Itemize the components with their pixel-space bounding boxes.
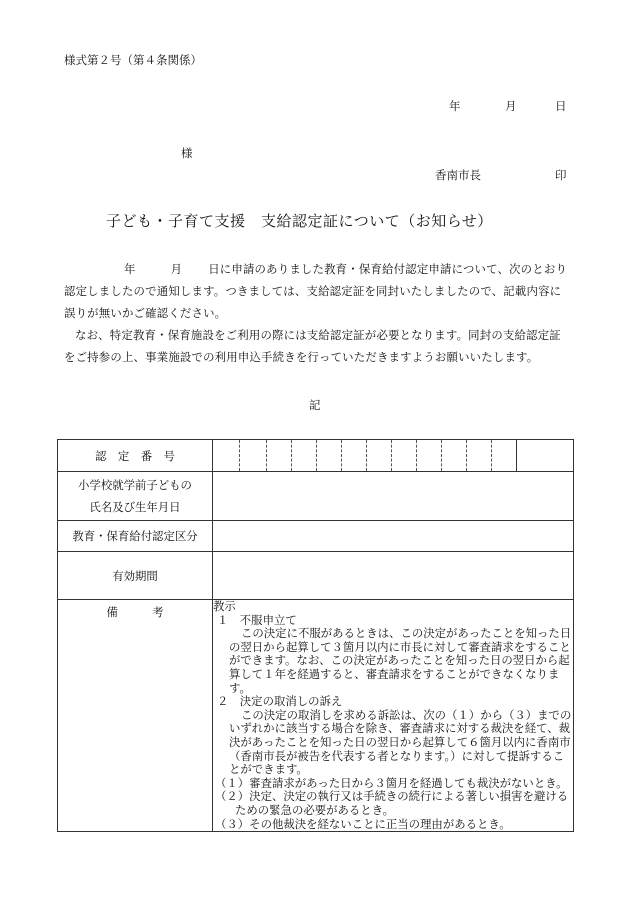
seal-mark: 印 [555,168,567,182]
body-paragraph-1 [64,258,569,324]
benefit-category-label: 教育・保育給付認定区分 [58,521,213,552]
table-row [58,472,574,521]
table-row [58,600,574,832]
table-row [58,552,574,600]
digit-cell [213,440,240,471]
ki-heading: 記 [309,398,321,412]
digit-cell [467,440,492,471]
child-label-line2: 氏名及び生年月日 [89,500,181,514]
validity-period-value [213,552,574,600]
child-name-dob-value [213,472,574,521]
certification-number-label: 認 定 番 号 [58,440,213,472]
benefit-category-value [213,521,574,552]
table-row [58,440,574,472]
notes-section2-title: ２ 決定の取消しの訴え [217,694,343,709]
digit-cell [492,440,517,471]
digit-cell [292,440,317,471]
digit-cell [317,440,342,471]
notes-section1-title: １ 不服申立て [217,612,297,627]
digit-cell [267,440,292,471]
certification-table [57,439,574,832]
date-year-label: 年 [449,99,461,113]
form-number: 様式第２号（第４条関係） [64,53,202,67]
child-name-dob-label [58,472,213,521]
addressee-suffix: 様 [181,146,193,160]
issuer-name: 香南市長 [435,168,481,182]
digit-cell [442,440,467,471]
notes-case-3: （３）その他裁決を経ないことに正当の理由があるとき。 [215,816,511,831]
validity-period-label: 有効期間 [58,552,213,600]
notes-heading: 教示 [213,599,236,613]
para1-month: 月 [170,262,183,276]
notes-case-2: （２）決定、決定の執行又は手続きの続行による著しい損害を避けるための緊急の必要があるとき。 [215,789,569,817]
body-paragraph-2: なお、特定教育・保育施設をご利用の際には支給認定証が必要となります。同封の支給認定証をご持参の上、事業施設での利用申込手続きを行っていただきますようお願いいたします。 [64,328,561,364]
remarks-notes [213,600,574,832]
table-row [58,521,574,552]
date-day-label: 日 [555,99,567,113]
notes-section2-body: この決定の取消しを求める訴訟は、次の（１）から（３）までのいずれかに該当する場合を除き、審査請求に対する裁決を経て、裁決があったことを知った日の翌日から起算して６箇月以内に香南市（香南市長が被告を代表する者となります。）に対して提訴することができます。 [229,707,572,777]
para1-text: 日に申請のありました教育・保育給付認定申請について、次のとおり認定しましたので通知します。つきましては、支給認定証を同封いたしましたので、記載内容に誤りが無いかご確認ください。 [64,262,568,320]
certification-number-cells [213,440,574,472]
child-label-line1: 小学校就学前子どもの [78,478,192,492]
notes-section1-body: この決定に不服があるときは、この決定があったことを知った日の翌日から起算して３箇月以内に市長に対して審査請求をすることができます。なお、この決定があったことを知った日の翌日から起算して１年を経過すると、審査請求をすることができなくなります。 [229,626,572,695]
digit-cell [342,440,367,471]
digit-cell [367,440,392,471]
digit-cell [417,440,442,471]
remarks-label: 備 考 [58,600,213,832]
digit-cell [240,440,267,471]
para1-year: 年 [124,262,136,276]
digit-cell [392,440,417,471]
date-month-label: 月 [505,99,517,113]
notes-case-1: （１）審査請求があった日から３箇月を経過しても裁決がないとき。 [215,775,568,790]
page-title: 子ども・子育て支援 支給認定証について（お知らせ） [106,212,493,230]
